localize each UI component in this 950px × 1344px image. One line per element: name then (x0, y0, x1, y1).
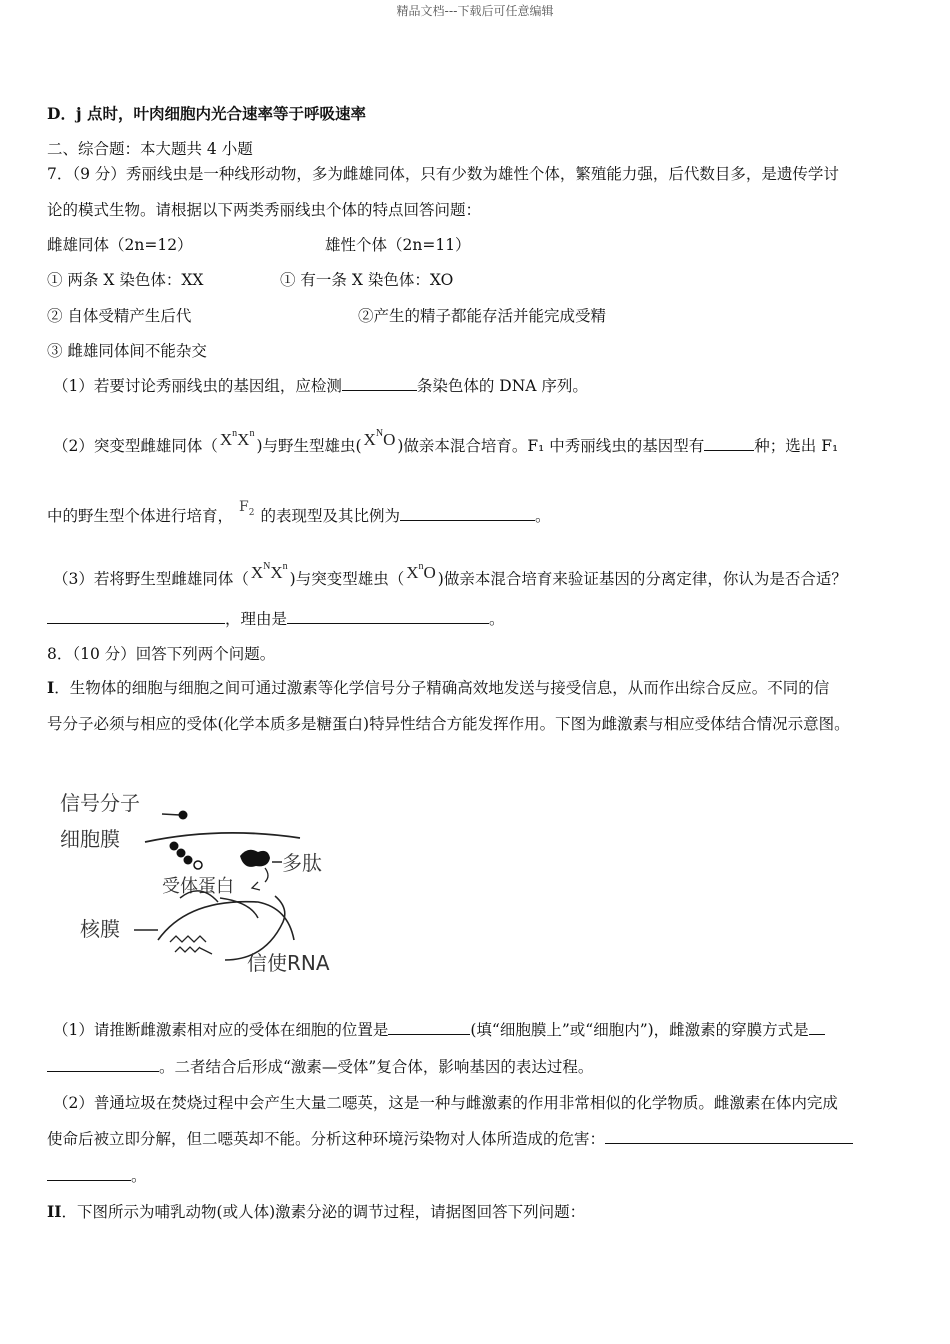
nuclear-membrane-line (158, 902, 294, 940)
q8-part-2-2 (47, 1129, 853, 1149)
q7-2-text-b: )与野生型雄虫( (256, 437, 362, 455)
estrogen-receptor-diagram (50, 780, 350, 985)
q8-2-text-c: 。 (131, 1167, 147, 1185)
polypeptide-shape (240, 850, 270, 867)
answer-blank[interactable] (605, 1129, 853, 1144)
answer-blank[interactable] (704, 436, 754, 451)
q7-intro-1: 7．（9 分）秀丽线虫是一种线形动物，多为雌雄同体，只有少数为雄性个体，繁殖能力强，后代数目多，是遗传学讨 (47, 165, 839, 183)
q8-I-text-a: ．生物体的细胞与细胞之间可通过激素等化学信号分子精确高效地发送与接受信息，从而作出综合反应。不同的信 (54, 679, 830, 697)
mrna-strand (175, 947, 200, 952)
q7-3-text-a: （3）若将野生型雌雄同体（ (53, 570, 249, 588)
q8-part-2-1: （2）普通垃圾在焚烧过程中会产生大量二噁英，这是一种与雌激素的作用非常相似的化学物质。雌激素在体内完成 (53, 1094, 838, 1112)
q8-intro: 8．（10 分）回答下列两个问题。 (47, 645, 276, 663)
genotype-wild-male: $X^NO$ (363, 428, 396, 449)
q7-2-text-c: )做亲本混合培育。F₁ 中秀丽线虫的基因型有 (397, 437, 705, 455)
signal-molecule (177, 849, 186, 858)
q8-part-1 (53, 1020, 825, 1040)
q8-1-text-c: 。二者结合后形成“激素—受体”复合体，影响基因的表达过程。 (159, 1058, 594, 1076)
q7-part-3 (53, 557, 847, 589)
q7-intro-2: 论的模式生物。请根据以下两类秀丽线虫个体的特点回答问题： (47, 201, 482, 219)
signal-molecule (170, 842, 179, 851)
signal-molecule (179, 811, 188, 820)
q7-2-text-g: 。 (534, 507, 551, 525)
q7-3-text-b: )与突变型雄虫（ (289, 570, 405, 588)
q8-part-II (47, 1202, 585, 1222)
q7-2-text-e: 中的野生型个体进行培育， (47, 507, 234, 525)
signal-pointer (162, 814, 180, 815)
hermaphrodite-trait-1: ① 两条 X 染色体：XX (47, 271, 204, 289)
q8-II-text-a: ．下图所示为哺乳动物(或人体)激素分泌的调节过程，请据图回答下列问题： (61, 1203, 586, 1221)
page-header: 精品文档---下载后可任意编辑 (396, 4, 554, 18)
nuclear-membrane-label: 核膜 (80, 917, 120, 941)
cell-membrane-line (145, 833, 300, 842)
q7-2-text-a: （2）突变型雌雄同体（ (53, 437, 218, 455)
hermaphrodite-trait-3: ③ 雌雄同体间不能杂交 (47, 342, 207, 360)
hermaphrodite-title: 雌雄同体（2n=12） (47, 236, 193, 254)
q7-part-2 (53, 424, 838, 456)
polypeptide-strand (265, 868, 268, 882)
answer-blank[interactable] (388, 1020, 470, 1035)
male-trait-1: ① 有一条 X 染色体：XO (280, 271, 454, 289)
q7-2-text-f: 的表现型及其比例为 (260, 507, 400, 525)
genotype-mutant-male: $X^nO$ (406, 561, 436, 582)
answer-blank[interactable] (47, 609, 225, 624)
male-title: 雄性个体（2n=11） (325, 236, 471, 254)
q7-part-3-answer (47, 609, 505, 629)
hermaphrodite-trait-2: ② 自体受精产生后代 (47, 307, 192, 325)
genotype-mutant-hermaphrodite: $X^nX^n$ (219, 428, 255, 449)
q7-part-2-cont (47, 497, 551, 526)
q8-part-I-2: 号分子必须与相应的受体(化学本质多是糖蛋白)特异性结合方能发挥作用。下图为雌激素与相应受体结合情况示意图。 (47, 715, 850, 733)
f2-generation-label: $F_2$ (239, 499, 255, 518)
receptor-protein-label: 受体蛋白 (162, 876, 234, 897)
q8-1-text-a: （1）请推断雌激素相对应的受体在细胞的位置是 (53, 1021, 389, 1039)
answer-blank[interactable] (287, 609, 489, 624)
mrna-label: 信使RNA (247, 951, 330, 975)
part-II-label: II (47, 1202, 62, 1221)
transcription-arrow (200, 948, 212, 954)
cell-membrane-label: 细胞膜 (60, 827, 120, 851)
answer-blank[interactable] (400, 506, 535, 521)
q7-3-text-d: ，理由是 (225, 610, 288, 628)
answer-blank[interactable] (809, 1020, 825, 1035)
q6-option-d: D．j 点时，叶肉细胞内光合速率等于呼吸速率 (47, 104, 366, 123)
mrna-arrowhead (252, 882, 260, 890)
q7-1-text-b: 条染色体的 DNA 序列。 (416, 377, 588, 395)
q8-2-text-b: 使命后被立即分解，但二噁英却不能。分析这种环境污染物对人体所造成的危害： (47, 1130, 606, 1148)
answer-blank[interactable] (47, 1166, 131, 1181)
signal-molecule-label: 信号分子 (60, 791, 140, 815)
signal-molecule (184, 856, 193, 865)
answer-blank[interactable] (342, 376, 417, 391)
q8-part-I-1 (47, 678, 829, 698)
male-trait-2: ②产生的精子都能存活并能完成受精 (358, 307, 607, 325)
part-I-label: I (47, 678, 55, 697)
polypeptide-label: 多肽 (282, 851, 322, 875)
section-heading: 二、综合题：本大题共 4 小题 (47, 140, 253, 158)
q8-part-1-cont (47, 1057, 593, 1077)
q7-1-text-a: （1）若要讨论秀丽线虫的基因组，应检测 (53, 377, 342, 395)
dna-strand (170, 936, 206, 942)
q8-part-2-3 (47, 1166, 147, 1186)
q7-3-text-c: )做亲本混合培育来验证基因的分离定律，你认为是否合适？ (437, 570, 847, 588)
receptor-binding (194, 861, 202, 869)
q7-part-1 (53, 376, 588, 396)
answer-blank[interactable] (47, 1057, 159, 1072)
q8-1-text-b: (填“细胞膜上”或“细胞内”)，雌激素的穿膜方式是 (470, 1021, 809, 1039)
genotype-wild-hermaphrodite: $X^NX^n$ (250, 561, 288, 582)
q7-2-text-d: 种；选出 F₁ (754, 437, 839, 455)
q7-3-text-e: 。 (489, 610, 505, 628)
